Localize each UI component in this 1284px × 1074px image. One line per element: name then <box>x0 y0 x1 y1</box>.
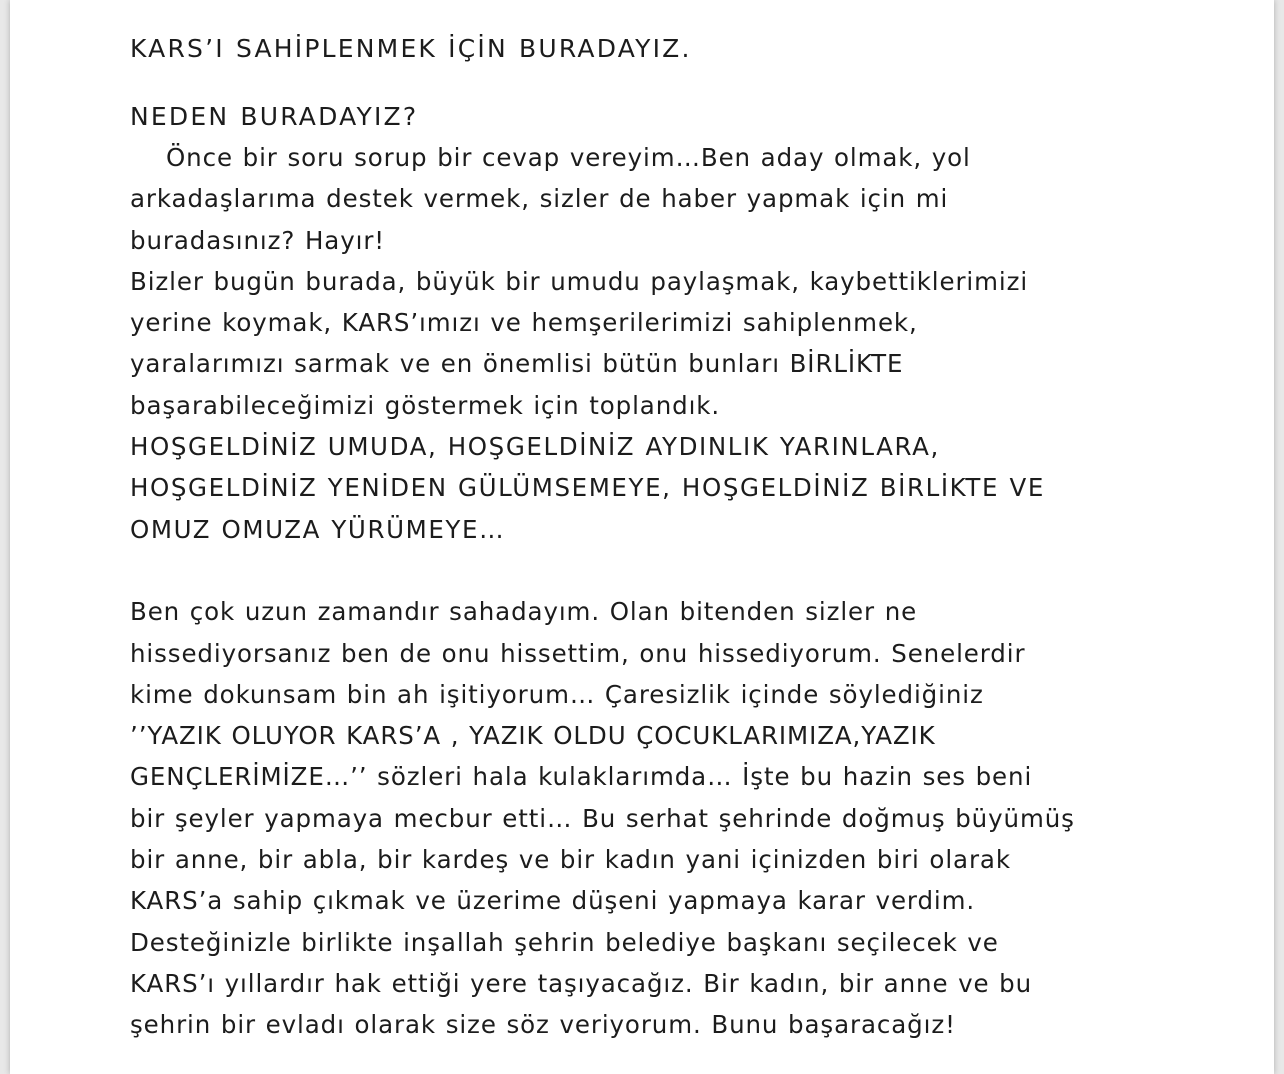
text-line: KARS’a sahip çıkmak ve üzerime düşeni yapmaya karar verdim. <box>130 886 976 916</box>
welcome-line: HOŞGELDİNİZ YENİDEN GÜLÜMSEMEYE, HOŞGELDİNİZ BİRLİKTE VE <box>130 473 1045 503</box>
text-line: yaralarımızı sarmak ve en önemlisi bütün bunları BİRLİKTE <box>130 349 904 379</box>
text-line: buradasınız? Hayır! <box>130 225 386 255</box>
text-line: Desteğinizle birlikte inşallah şehrin belediye başkanı seçilecek ve <box>130 927 999 957</box>
text-line: Önce bir soru sorup bir cevap vereyim…Ben aday olmak, yol <box>166 143 971 172</box>
paragraph-main <box>130 591 1160 1045</box>
text-line: yerine koymak, KARS’ımızı ve hemşerilerimizi sahiplenmek, <box>130 308 918 338</box>
text-line: ’’YAZIK OLUYOR KARS’A , YAZIK OLDU ÇOCUKLARIMIZA,YAZIK <box>130 721 936 751</box>
document-title: KARS’I SAHİPLENMEK İÇİN BURADAYIZ. <box>130 34 692 63</box>
text-line: kime dokunsam bin ah işitiyorum… Çaresizlik içinde söylediğiniz <box>130 679 984 709</box>
welcome-line: OMUZ OMUZA YÜRÜMEYE… <box>130 514 506 544</box>
document-page <box>10 0 1274 1074</box>
text-line: bir şeyler yapmaya mecbur etti… Bu serhat şehrinde doğmuş büyümüş <box>130 803 1075 833</box>
paragraph-intro <box>130 137 1160 426</box>
document-content <box>130 28 1160 1046</box>
welcome-line: HOŞGELDİNİZ UMUDA, HOŞGELDİNİZ AYDINLIK YARINLARA, <box>130 432 940 462</box>
text-line: başarabileceğimizi göstermek için toplandık. <box>130 390 721 420</box>
text-line: arkadaşlarıma destek vermek, sizler de haber yapmak için mi <box>130 184 949 214</box>
document-subtitle: NEDEN BURADAYIZ? <box>130 102 419 131</box>
text-line: hissediyorsanız ben de onu hissettim, onu hissediyorum. Senelerdir <box>130 638 1026 668</box>
text-line: şehrin bir evladı olarak size söz veriyorum. Bunu başaracağız! <box>130 1010 956 1040</box>
text-line: bir anne, bir abla, bir kardeş ve bir kadın yani içinizden biri olarak <box>130 845 1011 875</box>
welcome-block <box>130 426 1160 550</box>
text-line: KARS’ı yıllardır hak ettiği yere taşıyacağız. Bir kadın, bir anne ve bu <box>130 968 1033 998</box>
text-line: Ben çok uzun zamandır sahadayım. Olan bitenden sizler ne <box>130 597 918 627</box>
text-line: GENÇLERİMİZE…’’ sözleri hala kulaklarımda… İşte bu hazin ses beni <box>130 762 1033 792</box>
text-line: Bizler bugün burada, büyük bir umudu paylaşmak, kaybettiklerimizi <box>130 266 1029 296</box>
paragraph-spacer <box>130 550 1160 591</box>
